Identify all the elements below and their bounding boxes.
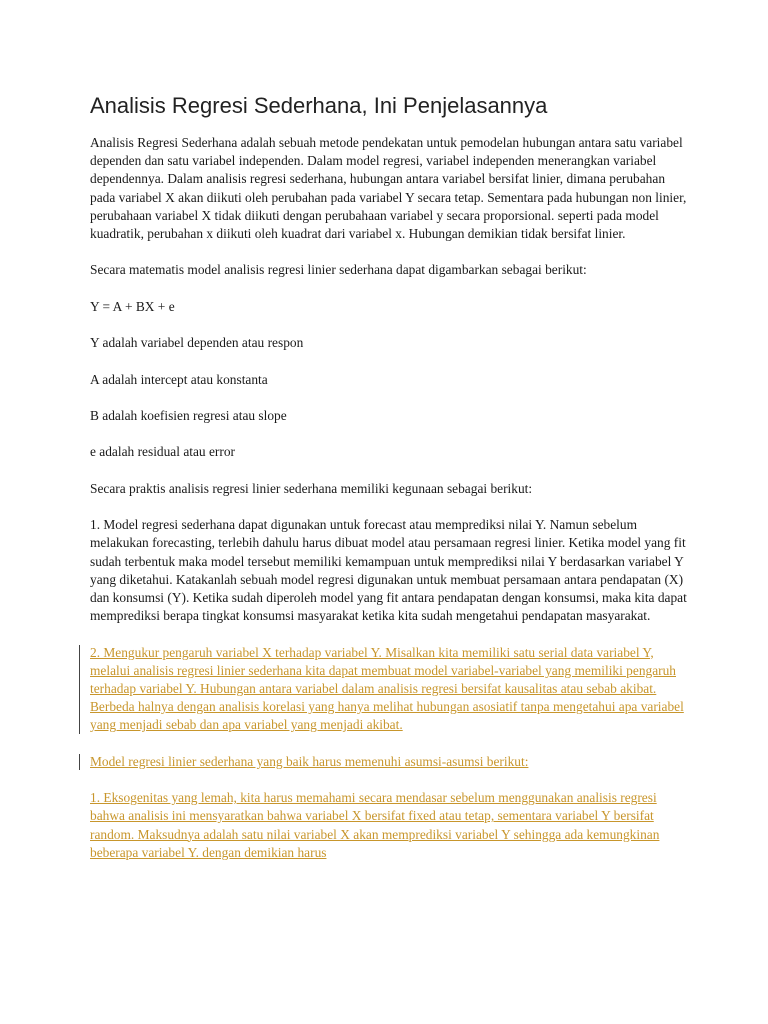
document-page <box>90 92 690 879</box>
uses-intro-paragraph: Secara praktis analisis regresi linier sederhana memiliki kegunaan sebagai berikut: <box>90 480 533 496</box>
use-item-1: 1. Model regresi sederhana dapat digunakan untuk forecast atau memprediksi nilai Y. Namun sebelum melakukan forecasting, terlebih dahulu harus dibuat model atau persamaan regresi linier. Ketika model yang fit sudah terbentuk maka model tersebut memiliki kemampuan untuk memprediksi nilai Y berdasarkan variabel Y yang diketahui. Katakanlah sebuah model regresi digunakan untuk membuat persamaan antara pendapatan (X) dan konsumsi (Y). Ketika sudah diperoleh model yang fit antara pendapatan dengan konsumsi, maka kita dapat memprediksi berapa tingkat konsumsi masyarakat ketika kita sudah mengetahui pendapatan masyarakat. <box>90 517 687 624</box>
definition-y: Y adalah variabel dependen atau respon <box>90 335 304 351</box>
document-title: Analisis Regresi Sederhana, Ini Penjelasannya <box>90 93 548 118</box>
tracked-change-use-item-2: 2. Mengukur pengaruh variabel X terhadap variabel Y. Misalkan kita memiliki satu serial data variabel Y, melalui analisis regresi linier sederhana kita dapat membuat model variabel-variabel yang memiliki pengaruh terhadap variabel Y. Hubungan antara variabel dalam analisis regresi bersifat kausalitas atau sebab akibat. Berbeda halnya dengan analisis korelasi yang hanya melihat hubungan asosiatif tanpa mengetahui apa variabel yang menjadi sebab dan apa variabel yang menjadi akibat. <box>90 644 690 735</box>
tracked-change-assumptions-intro: Model regresi linier sederhana yang baik harus memenuhi asumsi-asumsi berikut: <box>90 753 690 771</box>
formula-intro-paragraph: Secara matematis model analisis regresi linier sederhana dapat digambarkan sebagai berikut: <box>90 262 587 278</box>
definition-b: B adalah koefisien regresi atau slope <box>90 407 287 423</box>
formula-line: Y = A + BX + e <box>90 298 175 314</box>
intro-paragraph: Analisis Regresi Sederhana adalah sebuah metode pendekatan untuk pemodelan hubungan antara satu variabel dependen dan satu variabel independen. Dalam model regresi, variabel independen menerangkan variabel dependennya. Dalam analisis regresi sederhana, hubungan antara variabel bersifat linier, dimana perubahan pada variabel X akan diikuti oleh perubahan pada variabel Y secara tetap. Sementara pada hubungan non linier, perubahaan variabel X tidak diikuti dengan perubahaan variabel y secara proporsional. seperti pada model kuadratik, perubahan x diikuti oleh kuadrat dari variabel x. Hubungan demikian tidak bersifat linier. <box>90 135 687 242</box>
definition-a: A adalah intercept atau konstanta <box>90 371 268 387</box>
definition-e: e adalah residual atau error <box>90 444 235 460</box>
tracked-change-assumption-1: 1. Eksogenitas yang lemah, kita harus memahami secara mendasar sebelum menggunakan analisis regresi bahwa analisis ini mensyaratkan bahwa variabel X bersifat fixed atau tetap, sementara variabel Y bersifat random. Maksudnya adalah satu nilai variabel X akan memprediksi variabel Y sehingga ada kemungkinan beberapa variabel Y. dengan demikian harus <box>90 789 690 861</box>
